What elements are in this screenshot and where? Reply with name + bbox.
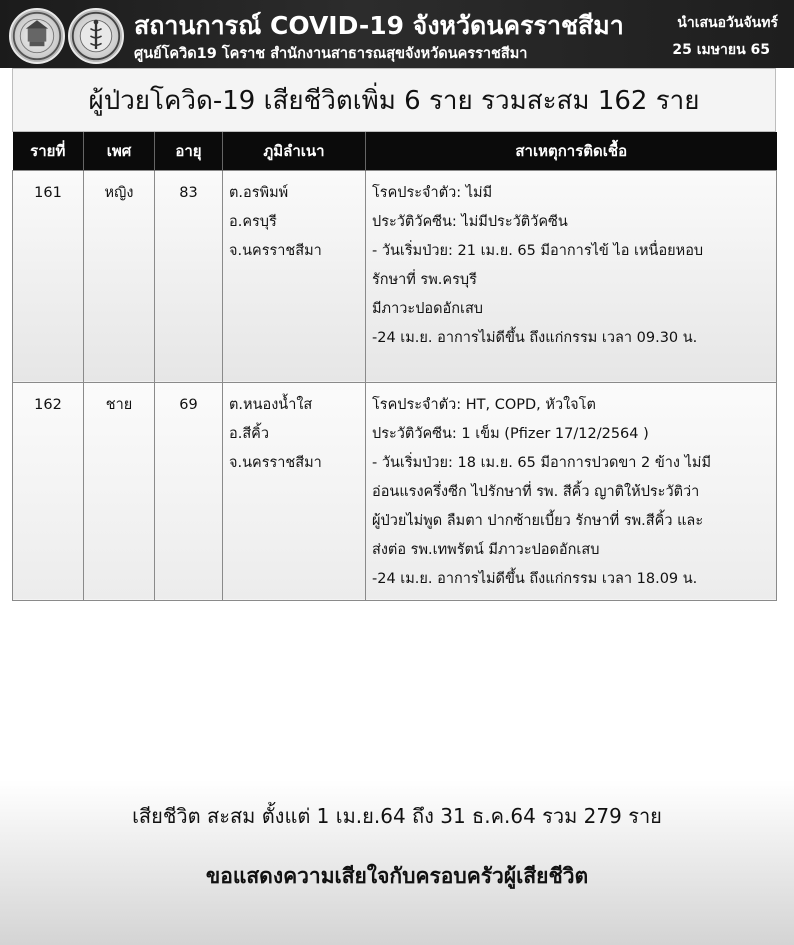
case-domicile bbox=[223, 382, 366, 600]
header-title: สถานการณ์ COVID-19 จังหวัดนครราชสีมา bbox=[134, 11, 624, 40]
condolence-text: ขอแสดงความเสียใจกับครอบครัวผู้เสียชีวิต bbox=[205, 864, 589, 888]
cause-line: ประวัติวัคซีน: ไม่มีประวัติวัคซีน bbox=[372, 213, 568, 230]
domicile-province: จ.นครราชสีมา bbox=[229, 242, 322, 259]
death-cases-table bbox=[12, 132, 777, 601]
cause-line: รักษาที่ รพ.ครบุรี bbox=[372, 271, 477, 288]
header-case-no: รายที่ bbox=[13, 132, 84, 170]
domicile-subdistrict: ต.หนองน้ำใส bbox=[229, 396, 313, 413]
cause-line: -24 เม.ย. อาการไม่ดีขึ้น ถึงแก่กรรม เวลา 09.30 น. bbox=[372, 329, 698, 346]
domicile-district: อ.ครบุรี bbox=[229, 213, 277, 230]
case-domicile bbox=[223, 170, 366, 382]
headline-banner bbox=[12, 68, 776, 132]
table-row bbox=[13, 382, 777, 600]
headline-text: ผู้ป่วยโควิด-19 เสียชีวิตเพิ่ม 6 ราย รวมสะสม 162 ราย bbox=[88, 85, 700, 116]
case-sex: ชาย bbox=[84, 382, 155, 600]
cause-line: โรคประจำตัว: HT, COPD, หัวใจโต bbox=[372, 396, 596, 413]
cause-line: - วันเริ่มป่วย: 21 เม.ย. 65 มีอาการไข้ ไอ เหนื่อยหอบ bbox=[372, 242, 704, 259]
header-bar bbox=[0, 0, 794, 68]
cumulative-deaths-text: เสียชีวิต สะสม ตั้งแต่ 1 เม.ย.64 ถึง 31 ธ.ค.64 รวม 279 ราย bbox=[132, 804, 662, 828]
cause-line: อ่อนแรงครึ่งซีก ไปรักษาที่ รพ. สีคิ้ว ญาติให้ประวัติว่า bbox=[372, 483, 700, 500]
domicile-subdistrict: ต.อรพิมพ์ bbox=[229, 184, 289, 201]
header-sex: เพศ bbox=[84, 132, 155, 170]
cause-line: ส่งต่อ รพ.เทพรัตน์ มีภาวะปอดอักเสบ bbox=[372, 541, 600, 558]
presented-label: นำเสนอวันจันทร์ bbox=[677, 15, 778, 31]
case-cause bbox=[366, 382, 777, 600]
cause-line: - วันเริ่มป่วย: 18 เม.ย. 65 มีอาการปวดขา 2 ข้าง ไม่มี bbox=[372, 454, 712, 471]
case-age: 69 bbox=[155, 382, 223, 600]
domicile-district: อ.สีคิ้ว bbox=[229, 425, 270, 442]
case-age: 83 bbox=[155, 170, 223, 382]
header-cause: สาเหตุการติดเชื้อ bbox=[366, 132, 777, 170]
table-header-row bbox=[13, 132, 777, 170]
cause-line: โรคประจำตัว: ไม่มี bbox=[372, 184, 493, 201]
provincial-seal-icon bbox=[9, 8, 65, 64]
case-sex: หญิง bbox=[84, 170, 155, 382]
report-date: 25 เมษายน 65 bbox=[672, 42, 770, 58]
public-health-emblem-icon bbox=[68, 8, 124, 64]
header-domicile: ภูมิลำเนา bbox=[223, 132, 366, 170]
header-age: อายุ bbox=[155, 132, 223, 170]
header-subtitle: ศูนย์โควิด19 โคราช สำนักงานสาธารณสุขจังหวัดนครราชสีมา bbox=[134, 46, 528, 62]
cause-line: มีภาวะปอดอักเสบ bbox=[372, 300, 484, 317]
domicile-province: จ.นครราชสีมา bbox=[229, 454, 322, 471]
cause-line: -24 เม.ย. อาการไม่ดีขึ้น ถึงแก่กรรม เวลา 18.09 น. bbox=[372, 570, 698, 587]
cause-line: ประวัติวัคซีน: 1 เข็ม (Pfizer 17/12/2564 ) bbox=[372, 425, 649, 442]
case-number: 162 bbox=[13, 382, 84, 600]
table-row bbox=[13, 170, 777, 382]
case-number: 161 bbox=[13, 170, 84, 382]
cause-line: ผู้ป่วยไม่พูด ลืมตา ปากซ้ายเบี้ยว รักษาที่ รพ.สีคิ้ว และ bbox=[372, 512, 704, 529]
case-cause bbox=[366, 170, 777, 382]
